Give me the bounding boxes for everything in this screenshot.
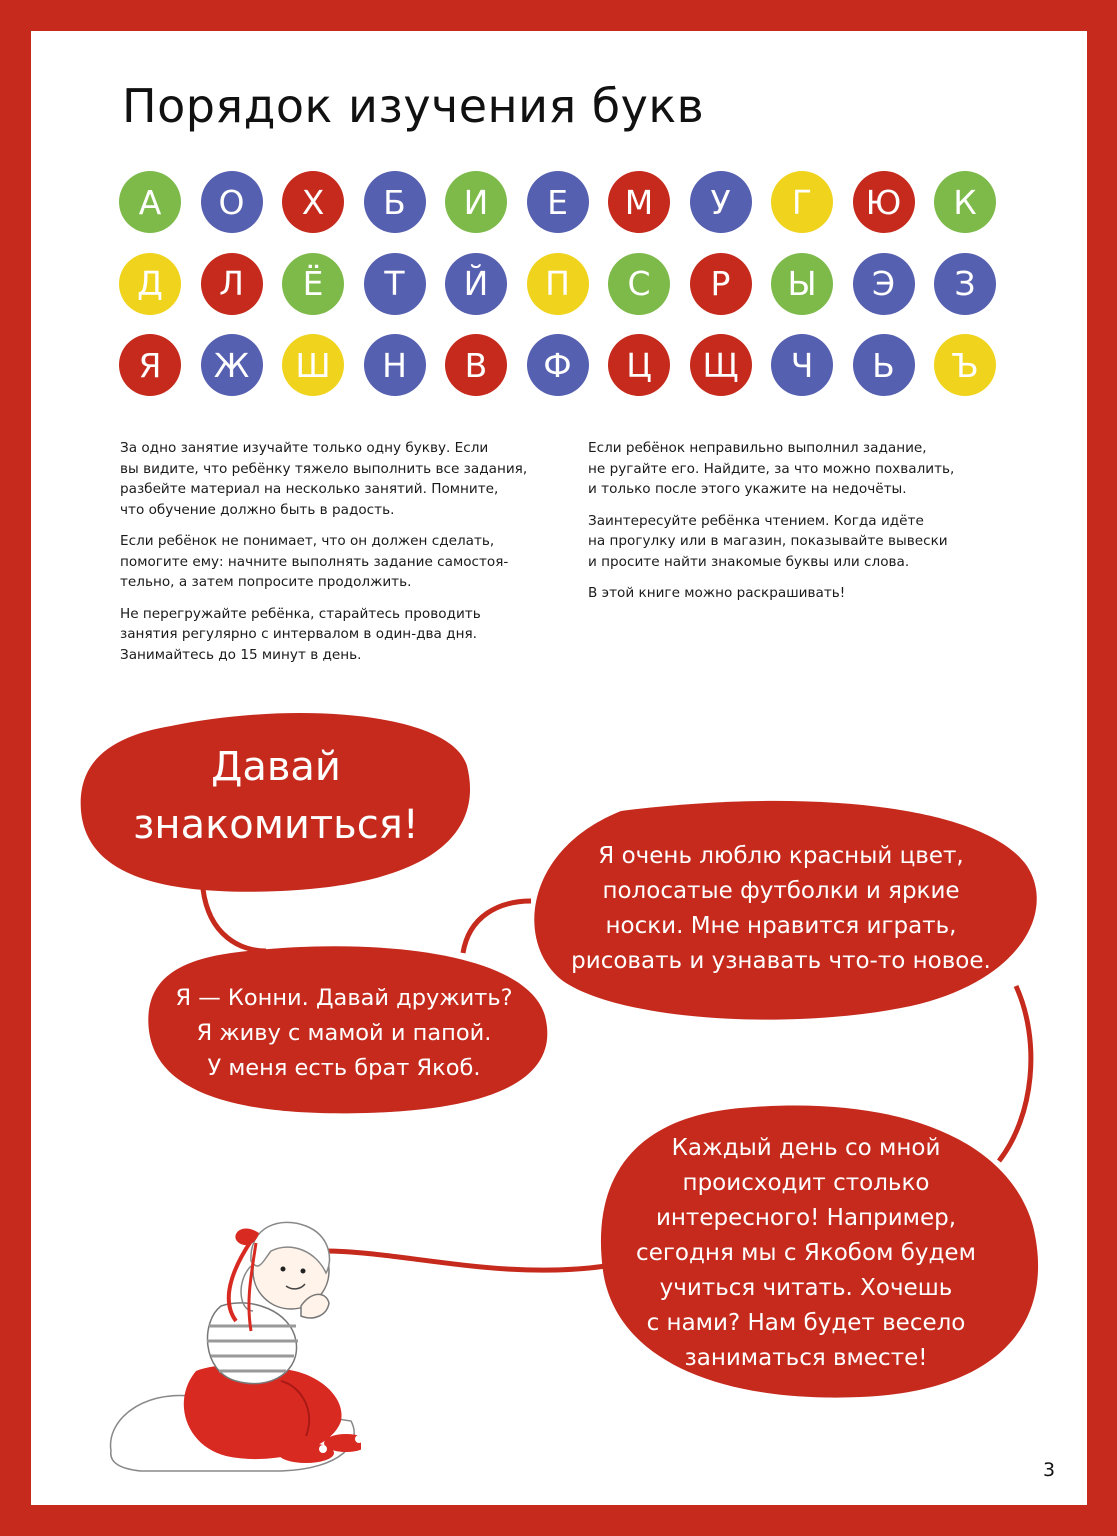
letter-circle: Ы: [771, 253, 833, 315]
bubble-invite-text: Каждый день со мной происходит столько интересного! Например, сегодня мы с Якобом будем учиться читать. Хочешь с нами? Нам будет весело заниматься вместе!: [636, 1135, 976, 1371]
letter-circle: Ъ: [934, 334, 996, 396]
girl-illustration: [101, 1181, 361, 1481]
bubble-likes-text: Я очень люблю красный цвет, полосатые футболки и яркие носки. Мне нравится играть, рисовать и узнавать что-то новое.: [571, 843, 991, 974]
letter-circle: К: [934, 171, 996, 233]
tip-paragraph: Заинтересуйте ребёнка чтением. Когда идёте на прогулку или в магазин, показывайте вывески и просите найти знакомые буквы или слова.: [588, 512, 948, 570]
letter-circle: Щ: [690, 334, 752, 396]
letter-circle: Ю: [853, 171, 915, 233]
connector-line: [203, 889, 266, 951]
letter-circle: И: [445, 171, 507, 233]
bubble-intro-text: Я — Конни. Давай дружить? Я живу с мамой и папой. У меня есть брат Якоб.: [175, 985, 513, 1081]
letter-circle: О: [201, 171, 263, 233]
letter-circle: Л: [201, 253, 263, 315]
tip-paragraph: В этой книге можно раскрашивать!: [588, 585, 846, 601]
letter-circle: В: [445, 334, 507, 396]
letter-circle: Б: [364, 171, 426, 233]
letter-circle: Э: [853, 253, 915, 315]
letter-circle: З: [934, 253, 996, 315]
letter-circle: Я: [119, 334, 181, 396]
page-number: 3: [1043, 1459, 1056, 1481]
letter-circle: Х: [282, 171, 344, 233]
letter-circle: Т: [364, 253, 426, 315]
connector-line: [324, 1251, 606, 1270]
letter-circle: А: [119, 171, 181, 233]
letter-circle: Ч: [771, 334, 833, 396]
page-title: Порядок изучения букв: [122, 79, 705, 133]
letter-circle: С: [608, 253, 670, 315]
letter-circle: Ь: [853, 334, 915, 396]
tip-paragraph: Если ребёнок неправильно выполнил задание, не ругайте его. Найдите, за что можно похвалить, и только после этого укажите на недочёты.: [588, 440, 955, 497]
page: [31, 31, 1087, 1505]
letter-circle: П: [527, 253, 589, 315]
letter-circle: Н: [364, 334, 426, 396]
bubble-greeting-text: Давай знакомиться!: [133, 744, 419, 848]
letter-circle: Р: [690, 253, 752, 315]
letter-circle: Е: [527, 171, 589, 233]
tip-paragraph: Не перегружайте ребёнка, старайтесь проводить занятия регулярно с интервалом в один-два дня. Занимайтесь до 15 минут в день.: [120, 605, 481, 663]
letter-circle: Ц: [608, 334, 670, 396]
letter-circle: Ф: [527, 334, 589, 396]
letter-circle: Й: [445, 253, 507, 315]
letter-circle: М: [608, 171, 670, 233]
letter-circle: Г: [771, 171, 833, 233]
letter-circle: У: [690, 171, 752, 233]
tip-paragraph: За одно занятие изучайте только одну букву. Если вы видите, что ребёнку тяжело выполнить все задания, разбейте материал на несколько занятий. Помните, что обучение должно быть в радость.: [120, 440, 528, 518]
tip-paragraph: Если ребёнок не понимает, что он должен сделать, помогите ему: начните выполнять задание самостоя- тельно, а затем попросите продолжить.: [120, 533, 509, 590]
letter-circle: Ш: [282, 334, 344, 396]
letter-circle: Ж: [201, 334, 263, 396]
letter-circle: Д: [119, 253, 181, 315]
letter-circle: Ё: [282, 253, 344, 315]
